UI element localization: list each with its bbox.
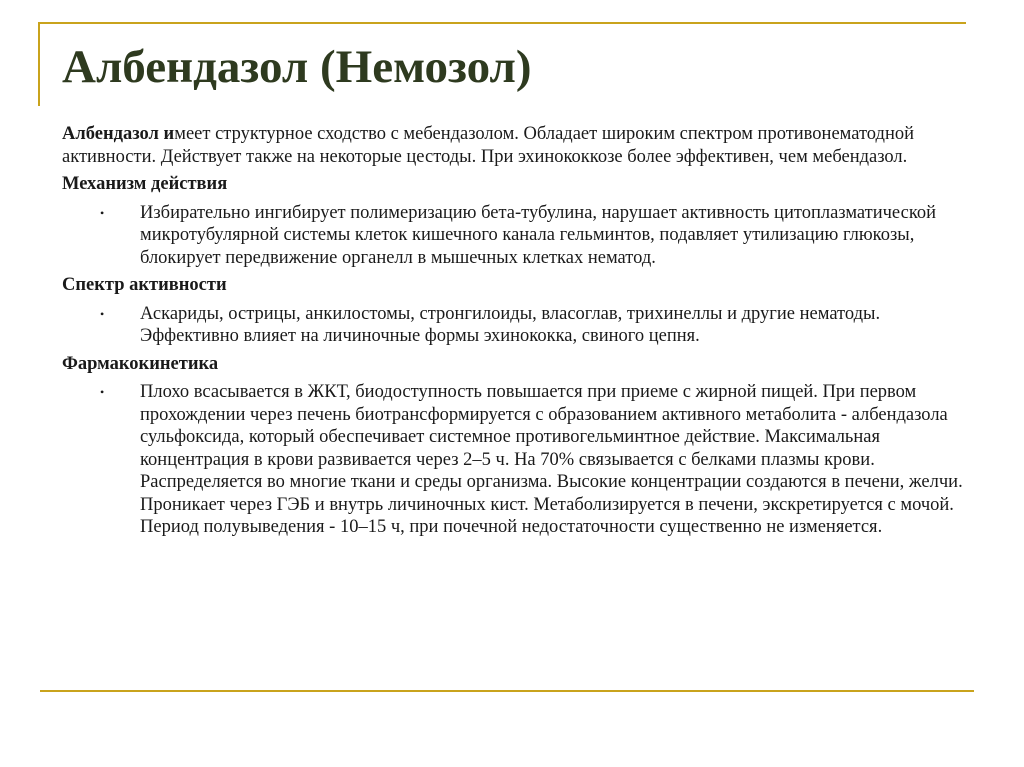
section-heading-mechanism: Механизм действия <box>62 174 228 194</box>
slide-body <box>62 123 982 544</box>
intro-text: меет структурное сходство с мебендазолом. Обладает широким спектром противонематодной активности. Действует также на некоторые цестоды. При эхинококкозе более эффективен, чем мебендазол. <box>62 124 914 167</box>
bullet-item-pharmacokinetics <box>62 381 982 539</box>
bullet-item-mechanism <box>62 202 982 270</box>
intro-bold-lead: Албендазол и <box>62 124 175 144</box>
intro-paragraph <box>62 123 982 168</box>
section-heading-pharmacokinetics: Фармакокинетика <box>62 353 219 374</box>
bullet-dot-icon: • <box>100 385 105 399</box>
top-decorative-rule <box>38 22 966 24</box>
bullet-text-pharmacokinetics: Плохо всасывается в ЖКТ, биодоступность повышается при приеме с жирной пищей. При первом прохождении через печень биотрансформируется с образованием активного метаболита - албендазола сульфоксида, который обеспечивает системное противогельминтное действие. Максимальная концентрация в крови развивается через 2–5 ч. На 70% связывается с белками плазмы крови. Распределяется во многие ткани и среды организма. Высокие концентрации создаются в печени, желчи. Проникает через ГЭБ и внутрь личиночных кист. Метаболизируется в печени, экскретируется с мочой. Период полувыведения - 10–15 ч, при почечной недостаточности существенно не изменяется. <box>140 382 963 537</box>
bullet-text-spectrum: Аскариды, острицы, анкилостомы, стронгилоиды, власоглав, трихинеллы и другие нематоды. Эффективно влияет на личиночные формы эхинококка, свиного цепня. <box>140 303 881 346</box>
bottom-decorative-rule <box>40 690 974 692</box>
left-decorative-rule <box>38 22 40 106</box>
section-heading-spectrum: Спектр активности <box>62 275 227 295</box>
bullet-dot-icon: • <box>100 205 105 220</box>
bullet-dot-icon: • <box>100 306 105 321</box>
bullet-text-mechanism: Избирательно ингибирует полимеризацию бета-тубулина, нарушает активность цитоплазматической микротубулярной системы клеток кишечного канала гельминтов, подавляет утилизацию глюкозы, блокирует передвижение органелл в мышечных клетках нематод. <box>140 202 937 268</box>
bullet-item-spectrum <box>62 303 982 348</box>
slide-title: Албендазол (Немозол) <box>62 41 532 93</box>
